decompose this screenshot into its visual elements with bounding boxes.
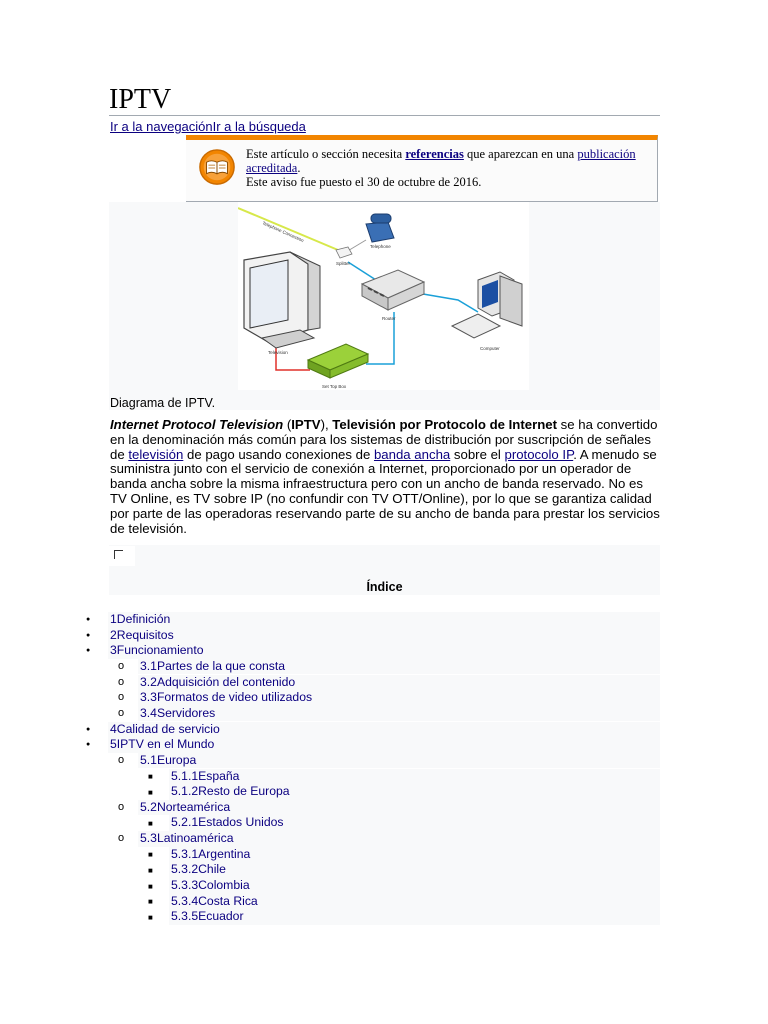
toc-item-label: Ecuador xyxy=(198,909,244,924)
toc-item[interactable] xyxy=(171,847,250,863)
toc-item-label: Estados Unidos xyxy=(198,815,284,830)
toc-item-label: Costa Rica xyxy=(198,893,258,908)
toc-bullet: o xyxy=(118,800,125,813)
splitter-label: Splitter xyxy=(336,261,351,266)
para-text: ), xyxy=(320,417,333,432)
set-top-box-icon xyxy=(308,344,368,378)
toc-bullet: ● xyxy=(86,647,91,655)
toc-item-number: 3 xyxy=(110,643,117,658)
toc-item-number: 5.3.1 xyxy=(171,846,199,861)
toc-item-number: 5.3 xyxy=(140,831,157,846)
toc-item[interactable] xyxy=(140,675,295,691)
term-acronym: IPTV xyxy=(291,417,321,432)
term-english: Internet Protocol Television xyxy=(110,417,284,432)
toc-bullet: ■ xyxy=(148,818,153,828)
para-text: de pago usando conexiones de xyxy=(183,446,374,462)
toc-item[interactable] xyxy=(171,909,244,925)
jump-to-navigation-link[interactable]: Ir a la navegación xyxy=(110,119,213,134)
protocolo-ip-link[interactable]: protocolo IP xyxy=(504,446,574,462)
toc-item-number: 5 xyxy=(110,737,117,752)
toc-item[interactable] xyxy=(110,722,220,738)
references-link[interactable]: referencias xyxy=(405,147,464,161)
router-line-blue xyxy=(348,262,376,280)
television-icon xyxy=(244,252,320,348)
para-text: ( xyxy=(283,417,292,432)
toc-item-label: Norteamérica xyxy=(156,799,231,814)
jump-to-search-link[interactable]: Ir a la búsqueda xyxy=(212,119,306,134)
toc-row-background xyxy=(169,769,660,785)
toc-item-label: Requisitos xyxy=(116,627,174,642)
toc-item-number: 3.3 xyxy=(140,690,157,705)
toc-row-background xyxy=(108,612,660,628)
telephone-connection-line xyxy=(238,208,338,250)
toc-item-number: 4 xyxy=(110,721,117,736)
telephone-label: Telephone xyxy=(370,244,391,249)
toc-item-number: 3.2 xyxy=(140,674,157,689)
toc-bullet: ● xyxy=(86,725,91,733)
toc-row-background xyxy=(138,753,660,769)
television-label: Television xyxy=(268,350,288,355)
para-text: . A menudo se suministra junto con el servicio de conexión a Internet, proporcionado por un operador de banda ancha sobre la misma infraestructura pero con un ancho de banda reservado. No es TV Online, es TV sobre IP (no confundir con TV OTT/Online), por lo que se garantiza calidad por parte de las operadoras reservando parte de su ancho de banda para prestar los servicios de televisión. xyxy=(110,446,660,536)
para-text: se ha convertido en la denominación más común para los sistemas de distribución por suscripción de señales de xyxy=(110,417,658,462)
toc-bullet: ■ xyxy=(148,897,153,907)
notice-text xyxy=(246,147,651,189)
toc-item-number: 3.4 xyxy=(140,705,157,720)
toc-item[interactable] xyxy=(140,800,230,816)
toc-bullet: ● xyxy=(86,616,91,623)
toc-item[interactable] xyxy=(140,659,285,675)
references-notice xyxy=(186,135,658,202)
toc-item-label: Partes de la que consta xyxy=(156,658,286,673)
toc-item[interactable] xyxy=(171,894,258,910)
toc-item-label: Colombia xyxy=(198,878,250,893)
router-icon xyxy=(362,270,424,310)
banda-ancha-link[interactable]: banda ancha xyxy=(373,446,451,462)
toc-item[interactable] xyxy=(171,815,283,831)
toc-item-number: 5.3.4 xyxy=(171,893,199,908)
title-divider xyxy=(109,115,660,116)
toc-item[interactable] xyxy=(110,628,174,644)
computer-label: Computer xyxy=(480,346,500,351)
toc-bullet: o xyxy=(118,659,125,672)
toc-item-number: 5.1 xyxy=(140,752,157,767)
toc-bullet: o xyxy=(118,706,125,719)
toc-bullet: ■ xyxy=(148,772,153,781)
toc-item-label: Definición xyxy=(116,612,171,626)
toc-item[interactable] xyxy=(171,878,250,894)
toc-item-number: 5.2.1 xyxy=(171,815,199,830)
toc-bullet: o xyxy=(118,753,125,766)
toc-item-number: 5.3.3 xyxy=(171,878,199,893)
toc-item-label: Europa xyxy=(156,752,197,767)
toc-item-label: Adquisición del contenido xyxy=(156,674,296,689)
toc-item-label: IPTV en el Mundo xyxy=(116,737,215,752)
toc-item-number: 1 xyxy=(110,612,117,626)
publicacion-acreditada-link[interactable]: publicación acreditada xyxy=(246,147,636,175)
toc-item-label: Formatos de video utilizados xyxy=(156,690,313,705)
toc-item[interactable] xyxy=(140,706,215,722)
toc-bullet: o xyxy=(118,691,125,704)
toc-item[interactable] xyxy=(171,862,226,878)
toc-item-label: Calidad de servicio xyxy=(116,721,220,736)
toc-bullet: o xyxy=(118,675,125,688)
toc-item-number: 5.1.2 xyxy=(171,784,199,799)
page-title: IPTV xyxy=(109,84,172,115)
toc-item-label: Funcionamiento xyxy=(116,643,204,658)
toc-item[interactable] xyxy=(110,643,204,659)
toc-item-label: Servidores xyxy=(156,705,216,720)
toc-toggle-icon xyxy=(114,550,123,559)
toc-item[interactable] xyxy=(140,690,312,706)
toc-bullet: ● xyxy=(86,741,91,749)
toc-title: Índice xyxy=(366,580,403,594)
toc-row-background xyxy=(138,706,660,722)
settop-label: Set Top Box xyxy=(322,384,347,389)
notice-date: Este aviso fue puesto el 30 de octubre de 2016. xyxy=(246,175,482,189)
connection-label: Telephone Connection xyxy=(261,220,305,244)
toc-item-label: Latinoamérica xyxy=(156,831,234,846)
intro-paragraph xyxy=(110,418,660,536)
toc-item-number: 3.1 xyxy=(140,658,157,673)
toc-bullet: ■ xyxy=(148,912,153,922)
toc-row-background xyxy=(169,862,660,878)
toc-item[interactable] xyxy=(171,784,290,800)
iptv-diagram-image[interactable] xyxy=(238,202,529,390)
toc-item-number: 2 xyxy=(110,627,117,642)
toc-bullet: ■ xyxy=(148,865,153,875)
notice-text-part: . xyxy=(297,161,301,175)
television-link[interactable]: televisión xyxy=(128,446,184,462)
toc-item-number: 5.2 xyxy=(140,799,157,814)
toc-item-label: Chile xyxy=(198,862,226,877)
book-icon xyxy=(198,148,236,186)
para-text: sobre el xyxy=(450,446,505,462)
toc-item-label: Argentina xyxy=(198,846,251,861)
jump-links xyxy=(110,119,306,134)
toc-item-label: España xyxy=(198,768,240,783)
toc-item-number: 5.3.2 xyxy=(171,862,199,877)
splitter-icon xyxy=(336,247,352,258)
toc-item[interactable] xyxy=(110,737,214,753)
toc-bullet: ■ xyxy=(148,850,153,860)
telephone-icon xyxy=(366,214,394,242)
router-computer-line xyxy=(423,294,478,312)
notice-text-part: Este artículo o sección necesita xyxy=(246,147,406,161)
term-spanish: Televisión por Protocolo de Internet xyxy=(332,417,557,432)
toc-toggle-checkbox[interactable] xyxy=(109,546,135,566)
toc-row-background xyxy=(108,628,660,644)
router-label: Router xyxy=(382,316,396,321)
toc-item[interactable] xyxy=(140,753,196,769)
notice-text-part: que aparezcan en una xyxy=(463,147,578,161)
figure-caption: Diagrama de IPTV. xyxy=(110,396,216,410)
toc-item-number: 5.1.1 xyxy=(171,768,199,783)
toc-bullet: ● xyxy=(86,631,91,639)
toc-item-label: Resto de Europa xyxy=(198,784,290,799)
toc-bullet: ■ xyxy=(148,787,153,797)
toc-bullet: o xyxy=(118,832,125,845)
toc-item-number: 5.3.5 xyxy=(171,909,199,924)
toc-item[interactable] xyxy=(140,831,234,847)
toc-item[interactable] xyxy=(171,769,239,785)
toc-bullet: ■ xyxy=(148,881,153,891)
toc-item[interactable] xyxy=(110,612,170,628)
computer-icon xyxy=(452,272,522,338)
